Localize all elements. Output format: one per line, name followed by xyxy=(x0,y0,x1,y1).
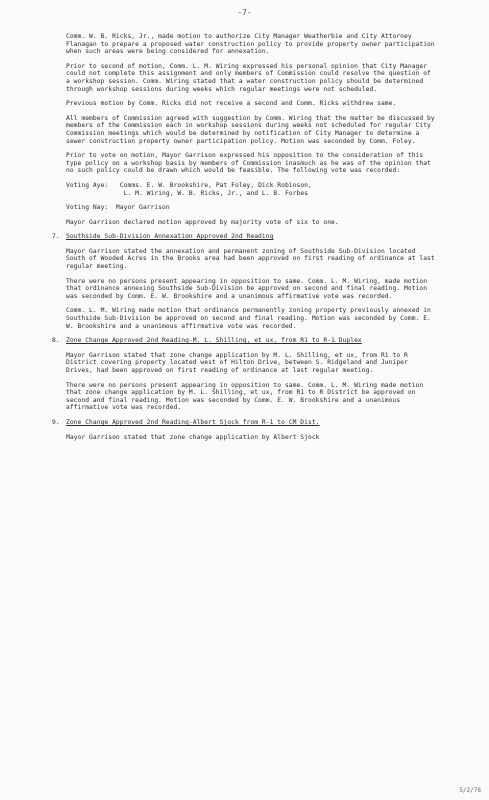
paragraph: Comm. L. M. Wiring made motion that ordinance permanently zoning property previously annexed in Southside Sub-Division be approved on second and final reading. Motion was seconded by Comm. E. W. Brookshire and a unanimous affirmative vote was recorded. xyxy=(66,307,431,330)
agenda-item-8 xyxy=(52,337,438,345)
vote-aye-label: Voting Aye: xyxy=(66,181,109,189)
vote-aye-record xyxy=(66,182,438,197)
paragraph: Comm. W. B. Ricks, Jr., made motion to authorize City Manager Weatherbie and City Attorney Flanagan to prepare a proposed water construction policy to provide property owner participation when such areas were being considered for annexation. xyxy=(66,33,435,56)
item-title: Southside Sub-Division Annexation Approved 2nd Reading xyxy=(66,233,274,241)
paragraph: Previous motion by Comm. Ricks did not receive a second and Comm. Ricks withdrew same. xyxy=(66,100,397,108)
item-number: 8. xyxy=(52,337,60,345)
item-title: Zone Change Approved 2nd Reading-Albert Sjock from R-1 to CM Dist. xyxy=(66,418,320,426)
agenda-item-7 xyxy=(52,233,438,241)
paragraph: There were no persons present appearing in opposition to same. Comm. L. M. Wiring made motion that zone change application by M. L. Shilling, et ux, from R1 to R District be approved on second and final reading. Motion was seconded by Comm. E. W. Brookshire and a unanimous affirmative vote was recorded. xyxy=(66,381,424,412)
vote-nay-record: Voting Nay: Mayor Garrison xyxy=(66,204,170,212)
paragraph: There were no persons present appearing in opposition to same. Comm. L. M. Wiring, made motion that ordinance annexing Southside Sub-Division be approved on second and final reading. Motion was seconded by Comm. E. W. Brookshire and a unanimous affirmative vote was recorded. xyxy=(66,277,428,300)
paragraph: All members of Commission agreed with suggestion by Comm. Wiring that the matter be discussed by members of the Commission each in workshop sessions during weeks not scheduled for regular City Commission meetings which would be determined by notification of City Manager to determine a sewer construction property owner participation policy. Motion was seconded by Comm. Foley. xyxy=(66,114,435,145)
paragraph: Mayor Garrison declared motion approved by majority vote of six to one. xyxy=(66,218,339,226)
vote-aye-line-1: Comms. E. W. Brookshire, Pat Foley, Dick Robinson, xyxy=(119,181,312,189)
paragraph: Mayor Garrison stated the annexation and permanent zoning of Southside Sub-Division located South of Wooded Acres in the Brooks area had been approved on first reading of ordinance at last regular meeting. xyxy=(66,247,435,271)
minutes-body xyxy=(52,33,438,448)
agenda-item-9 xyxy=(52,418,438,427)
item-number: 7. xyxy=(52,233,60,241)
paragraph: Prior to second of motion, Comm. L. M. Wiring expressed his personal opinion that City Manager could not complete this assignment and only members of Commission could resolve the question of a workshop session. Comm. Wiring stated that a water construction policy should be determined through workshop sessions during weeks which regular meetings were not scheduled. xyxy=(66,62,431,93)
paragraph: Mayor Garrison stated that zone change application by M. L. Shilling, et ux, from R1 to R District covering property located west of Hilton Drive, between S. Ridgeland and Juniper Drives, had been approved on first reading of ordinance at last regular meeting. xyxy=(66,351,408,374)
page-number: -7- xyxy=(237,8,252,17)
paragraph: Prior to vote on motion, Mayor Garrison expressed his opposition to the consideration of this type policy on a workshop basis by members of Commission inasmuch as he was of the opinion that no such policy could be drawn which would be feasible. The following vote was recorded: xyxy=(66,152,431,175)
item-number: 9. xyxy=(52,418,60,426)
item-title: Zone Change Approved 2nd Reading-M. L. Shilling, et ux, from R1 to R-1 Duplex xyxy=(66,337,362,345)
paragraph: Mayor Garrison stated that zone change application by Albert Sjock xyxy=(66,433,320,441)
footer-mark: 5/2/76 xyxy=(459,787,481,794)
vote-aye-line-2: L. M. Wiring, W. B. Ricks, Jr., and L. B. Forbes xyxy=(123,189,308,197)
